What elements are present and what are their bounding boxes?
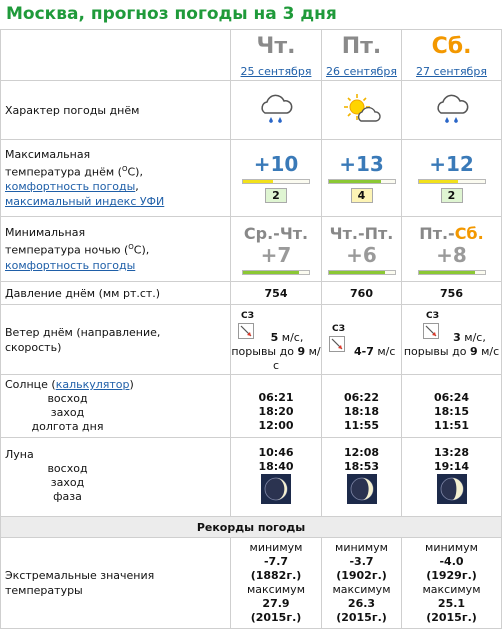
night-period — [322, 224, 401, 244]
record-min-year: (1929г.) — [426, 569, 477, 582]
night-period-end: Чт. — [279, 223, 309, 243]
record-max-value: 25.1 — [437, 597, 466, 610]
moon-label — [1, 438, 231, 517]
min-temp-line1: Минимальная — [5, 226, 86, 240]
record-min-value: -4.0 — [439, 555, 464, 568]
day-length-label: долгота дня — [31, 420, 104, 433]
weather-cell-0 — [231, 81, 322, 140]
comfort-bar-fill — [243, 271, 299, 274]
sun-label — [1, 375, 231, 438]
wind-unit: м/с, — [464, 330, 486, 344]
gust-unit: м/с — [481, 344, 500, 358]
degree-sup: O — [128, 243, 134, 252]
corner-cell — [1, 30, 231, 81]
calculator-link[interactable]: калькулятор — [55, 378, 130, 391]
night-period-start: Ср.- — [243, 223, 280, 243]
moon-cell-0 — [231, 438, 322, 517]
pressure-label: Давление днём (мм рт.ст.) — [1, 282, 231, 305]
record-cell-1 — [322, 538, 402, 629]
max-temp-value: +12 — [429, 152, 474, 176]
max-temp-line2b: C), — [127, 165, 143, 179]
wind-speed-text — [354, 345, 395, 359]
moon-phase-icon — [437, 474, 467, 504]
record-max-label: максимум — [422, 583, 481, 596]
moon-row — [1, 438, 502, 517]
wind-direction: СЗ — [332, 323, 345, 334]
night-period — [231, 224, 321, 244]
sunset-time: 18:18 — [343, 405, 379, 418]
sun-row — [1, 375, 502, 438]
record-min-label: минимум — [249, 541, 303, 554]
weather-label: Характер погоды днём — [1, 81, 231, 140]
pressure-value: 760 — [322, 282, 402, 305]
min-temp-cell-0 — [231, 217, 322, 282]
comfort-bar — [328, 270, 396, 275]
comma: , — [135, 180, 139, 194]
moon-cell-1 — [322, 438, 402, 517]
night-period-end: Пт. — [364, 223, 394, 243]
record-min-year: (1882г.) — [250, 569, 302, 582]
wind-row — [1, 305, 502, 375]
comfort-bar — [418, 179, 486, 184]
day-header-1 — [322, 30, 402, 81]
pressure-value: 756 — [402, 282, 502, 305]
wind-unit: м/с, — [281, 330, 304, 344]
wind-label-text: Ветер днём (направление, скорость) — [5, 325, 161, 354]
comfort-link[interactable]: комфортность погоды — [5, 180, 136, 194]
day-header-2 — [402, 30, 502, 81]
uvi-link[interactable]: максимальный индекс УФИ — [5, 195, 165, 209]
gust-speed: 9 — [297, 344, 306, 358]
min-temp-line2b: C), — [133, 243, 150, 257]
day-date-link[interactable]: 26 сентября — [326, 64, 397, 78]
day-length-value: 11:55 — [343, 419, 379, 432]
comfort-bar — [242, 179, 310, 184]
wind-arrow-icon — [329, 336, 345, 352]
gust-prefix: порывы до — [231, 344, 294, 358]
moonset-label: заход — [50, 476, 85, 489]
moonrise-time: 12:08 — [343, 446, 379, 459]
moon-phase-icon — [261, 474, 291, 504]
min-temp-label — [1, 217, 231, 282]
wind-speed: 4-7 — [354, 344, 374, 358]
min-temp-value: +6 — [346, 242, 377, 267]
comfort-bar — [328, 179, 396, 184]
max-temp-value: +13 — [339, 152, 384, 176]
sun-cloud-icon — [341, 89, 383, 129]
comfort-bar-fill — [419, 180, 459, 183]
night-period-start: Чт.- — [329, 223, 365, 243]
day-name: Сб. — [431, 33, 472, 59]
records-header-row — [1, 517, 502, 538]
sun-cell-2 — [402, 375, 502, 438]
forecast-table — [0, 29, 502, 629]
moonset-time: 19:14 — [433, 460, 469, 473]
record-max-year: (2015г.) — [250, 611, 302, 624]
records-row — [1, 538, 502, 629]
min-temp-value: +7 — [260, 242, 292, 267]
gust-speed: 9 — [469, 344, 478, 358]
pressure-value: 754 — [231, 282, 322, 305]
pressure-row — [1, 282, 502, 305]
uvi-badge: 2 — [441, 188, 463, 203]
max-temp-label — [1, 140, 231, 217]
wind-speed-text — [231, 331, 321, 373]
moon-phase-icon — [347, 474, 377, 504]
day-date-link[interactable]: 27 сентября — [416, 64, 487, 78]
record-max-year: (2015г.) — [426, 611, 477, 624]
max-temp-cell-2 — [402, 140, 502, 217]
weather-cell-1 — [322, 81, 402, 140]
day-name: Пт. — [341, 33, 382, 59]
sunrise-label: восход — [47, 392, 88, 405]
max-temp-cell-1 — [322, 140, 402, 217]
phase-label: фаза — [53, 490, 82, 503]
moon-title: Луна — [5, 448, 34, 461]
wind-speed-text — [402, 331, 501, 359]
record-min-label: минимум — [425, 541, 478, 554]
day-length-value: 12:00 — [258, 419, 294, 432]
comfort-link[interactable]: комфортность погоды — [5, 258, 136, 272]
extreme-label — [1, 538, 231, 629]
record-max-label: максимум — [247, 583, 305, 596]
record-min-year: (1902г.) — [336, 569, 387, 582]
cloud-rain-icon — [256, 89, 296, 129]
max-temp-cell-0 — [231, 140, 322, 217]
wind-cell-0 — [231, 305, 322, 375]
weather-cell-2 — [402, 81, 502, 140]
degree-sup: O — [121, 164, 128, 173]
wind-label — [1, 305, 231, 375]
comfort-bar-fill — [329, 180, 382, 183]
night-period-end: Сб. — [454, 223, 484, 243]
comfort-bar-fill — [329, 271, 385, 274]
sunset-label: заход — [50, 406, 85, 419]
min-temp-value: +8 — [436, 242, 467, 267]
comfort-bar-fill — [243, 180, 273, 183]
wind-cell-1 — [322, 305, 402, 375]
sunrise-time: 06:21 — [258, 391, 294, 404]
moonrise-time: 10:46 — [258, 446, 294, 459]
sun-title: Солнце ( — [5, 378, 56, 391]
wind-speed: 3 — [453, 330, 461, 344]
gust-unit: м/с — [272, 344, 321, 372]
moonrise-time: 13:28 — [433, 446, 469, 459]
record-min-label: минимум — [335, 541, 388, 554]
wind-direction: СЗ — [241, 310, 254, 321]
record-min-value: -7.7 — [263, 555, 289, 568]
min-temp-line2: температура ночью ( — [5, 243, 129, 257]
moonrise-label: восход — [47, 462, 88, 475]
night-period-start: Пт.- — [419, 223, 455, 243]
sun-title-close: ) — [129, 378, 134, 391]
moonset-time: 18:53 — [343, 460, 379, 473]
sun-cell-1 — [322, 375, 402, 438]
record-min-value: -3.7 — [349, 555, 374, 568]
sunrise-time: 06:22 — [343, 391, 379, 404]
min-temp-cell-1 — [322, 217, 402, 282]
night-period — [402, 224, 501, 244]
max-temp-line1: Максимальная — [5, 147, 91, 161]
record-max-year: (2015г.) — [336, 611, 387, 624]
max-temp-line2: температура днём ( — [5, 165, 122, 179]
record-max-value: 26.3 — [347, 597, 376, 610]
record-max-value: 27.9 — [262, 597, 290, 610]
day-date-link[interactable]: 25 сентября — [240, 64, 312, 78]
sunset-time: 18:15 — [433, 405, 469, 418]
sunset-time: 18:20 — [258, 405, 294, 418]
record-max-label: максимум — [332, 583, 391, 596]
cloud-rain-icon — [432, 89, 472, 129]
page-title: Москва, прогноз погоды на 3 дня — [6, 4, 337, 24]
gust-prefix: порывы до — [403, 344, 467, 358]
extreme-label-text: Экстремальные значения температуры — [5, 569, 155, 597]
uvi-badge: 4 — [351, 188, 373, 203]
day-header-row — [1, 30, 502, 81]
min-temp-cell-2 — [402, 217, 502, 282]
max-temp-value: +10 — [253, 152, 299, 176]
comfort-bar-fill — [419, 271, 475, 274]
moonset-time: 18:40 — [258, 460, 294, 473]
moon-cell-2 — [402, 438, 502, 517]
comfort-bar — [242, 270, 310, 275]
wind-unit: м/с — [377, 344, 396, 358]
day-name: Чт. — [256, 33, 296, 59]
sunrise-time: 06:24 — [433, 391, 469, 404]
uvi-badge: 2 — [265, 188, 287, 203]
min-temp-row — [1, 217, 502, 282]
record-cell-0 — [231, 538, 322, 629]
max-temp-row — [1, 140, 502, 217]
comfort-bar — [418, 270, 486, 275]
weather-row — [1, 81, 502, 140]
wind-cell-2 — [402, 305, 502, 375]
sun-cell-0 — [231, 375, 322, 438]
record-cell-2 — [402, 538, 502, 629]
day-length-value: 11:51 — [433, 419, 469, 432]
records-header: Рекорды погоды — [1, 517, 502, 538]
wind-direction: СЗ — [426, 310, 439, 321]
wind-speed: 5 — [270, 330, 279, 344]
day-header-0 — [231, 30, 322, 81]
